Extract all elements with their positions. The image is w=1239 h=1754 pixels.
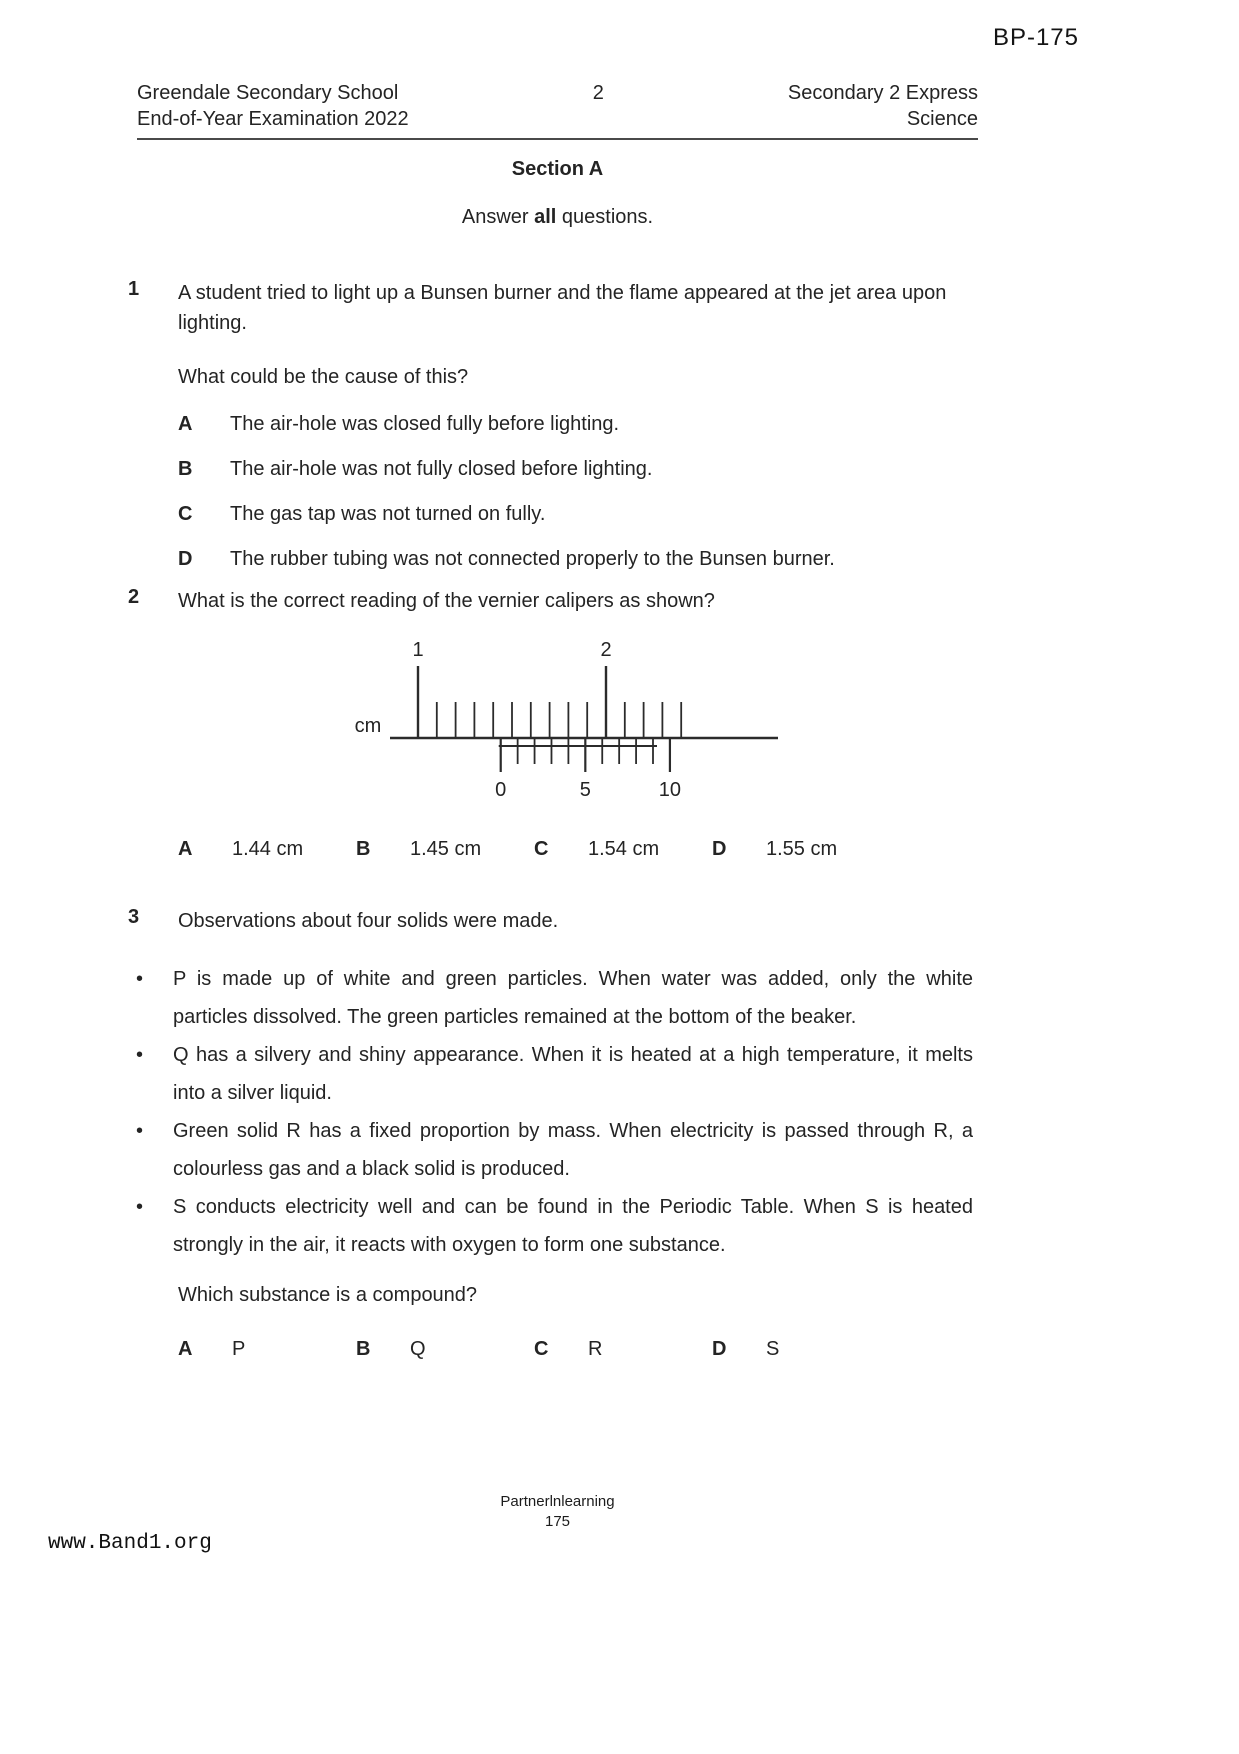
option-letter: D xyxy=(712,1338,727,1360)
header-exam-title: End-of-Year Examination 2022 xyxy=(137,108,409,130)
bullet-text: Green solid R has a fixed proportion by mass. When electricity is passed through R, a colourless gas and a black solid is produced. xyxy=(173,1120,973,1180)
option-row xyxy=(178,834,356,864)
bullet-item xyxy=(128,1036,1038,1112)
bullet-dot: • xyxy=(136,1044,144,1066)
option-letter: B xyxy=(178,458,193,480)
question-prompt: What could be the cause of this? xyxy=(178,366,469,388)
option-text: S xyxy=(766,1338,780,1360)
option-text: The rubber tubing was not connected properly to the Bunsen burner. xyxy=(230,548,835,570)
bullet-text: S conducts electricity well and can be found in the Periodic Table. When S is heated strongly in the air, it reacts with oxygen to form one substance. xyxy=(173,1196,973,1256)
option-row xyxy=(178,499,1008,529)
option-text: 1.55 cm xyxy=(766,838,838,860)
option-letter: B xyxy=(356,1338,371,1360)
bullet-item xyxy=(128,1188,1038,1264)
option-letter: D xyxy=(178,548,193,570)
question-2 xyxy=(128,586,1038,864)
svg-text:cm: cm xyxy=(354,715,382,737)
option-text: R xyxy=(588,1338,603,1360)
header-subject: Science xyxy=(906,108,978,130)
svg-text:1: 1 xyxy=(412,639,424,661)
bullet-text: Q has a silvery and shiny appearance. When it is heated at a high temperature, it melts into a silver liquid. xyxy=(173,1044,973,1104)
option-letter: D xyxy=(712,838,727,860)
option-row xyxy=(178,454,1008,484)
bullet-dot: • xyxy=(136,1120,144,1142)
option-letter: A xyxy=(178,1338,193,1360)
question-prompt: Which substance is a compound? xyxy=(178,1284,478,1306)
option-row xyxy=(534,1334,712,1364)
footer-watermark-line: Partnerlnlearning xyxy=(500,1493,615,1510)
svg-text:10: 10 xyxy=(658,779,682,801)
svg-text:0: 0 xyxy=(495,779,507,801)
footer-page-ref: 175 xyxy=(544,1513,571,1530)
question-text: What is the correct reading of the vernier calipers as shown? xyxy=(178,590,715,612)
header-school-block xyxy=(137,80,409,132)
instruction-suffix: questions. xyxy=(556,206,654,228)
header-stream: Secondary 2 Express xyxy=(787,82,978,104)
svg-text:5: 5 xyxy=(579,779,591,801)
option-text: The air-hole was closed fully before lighting. xyxy=(230,413,620,435)
option-text: Q xyxy=(410,1338,426,1360)
option-row xyxy=(534,834,712,864)
option-list xyxy=(128,1334,1038,1364)
option-text: 1.44 cm xyxy=(232,838,304,860)
option-letter: C xyxy=(178,503,193,525)
option-row xyxy=(356,834,534,864)
option-row xyxy=(712,834,890,864)
option-text: 1.45 cm xyxy=(410,838,482,860)
option-row xyxy=(178,544,1008,574)
option-text: The air-hole was not fully closed before lighting. xyxy=(230,458,653,480)
option-letter: A xyxy=(178,838,193,860)
option-letter: C xyxy=(534,838,549,860)
bullet-item xyxy=(128,1112,1038,1188)
option-text: 1.54 cm xyxy=(588,838,660,860)
option-text: P xyxy=(232,1338,246,1360)
question-text: Observations about four solids were made. xyxy=(178,910,559,932)
option-list xyxy=(178,409,1008,574)
option-text: The gas tap was not turned on fully. xyxy=(230,503,546,525)
instruction-prefix: Answer xyxy=(461,206,535,228)
option-row xyxy=(712,1334,890,1364)
footer-url: www.Band1.org xyxy=(48,1532,212,1555)
bullet-item xyxy=(128,960,1038,1036)
option-row xyxy=(178,409,1008,439)
option-list xyxy=(128,834,1038,864)
page-stamp: BP-175 xyxy=(992,24,1079,51)
option-row xyxy=(356,1334,534,1364)
question-number: 3 xyxy=(128,906,140,928)
question-number: 1 xyxy=(128,278,140,300)
bullet-text: P is made up of white and green particles. When water was added, only the white particles dissolved. The green particles remained at the bottom of the beaker. xyxy=(173,968,973,1028)
section-instruction xyxy=(137,206,978,229)
instruction-bold: all xyxy=(534,206,557,228)
header-page-number: 2 xyxy=(592,82,604,104)
page-header xyxy=(137,80,978,140)
bullet-list xyxy=(128,960,1038,1264)
question-number: 2 xyxy=(128,586,140,608)
option-letter: B xyxy=(356,838,371,860)
bullet-dot: • xyxy=(136,968,144,990)
option-letter: A xyxy=(178,413,193,435)
caliper-svg xyxy=(350,636,780,804)
vernier-calipers-diagram xyxy=(350,636,780,804)
header-course-block xyxy=(788,80,978,132)
svg-text:2: 2 xyxy=(600,639,612,661)
header-school-name: Greendale Secondary School xyxy=(137,82,399,104)
section-title: Section A xyxy=(511,158,604,180)
question-3 xyxy=(128,906,1038,1364)
question-1 xyxy=(128,278,1038,574)
option-letter: C xyxy=(534,1338,549,1360)
option-row xyxy=(178,1334,356,1364)
question-text: A student tried to light up a Bunsen burner and the flame appeared at the jet area upon lighting. xyxy=(178,282,947,334)
footer-watermark xyxy=(137,1492,978,1532)
bullet-dot: • xyxy=(136,1196,144,1218)
